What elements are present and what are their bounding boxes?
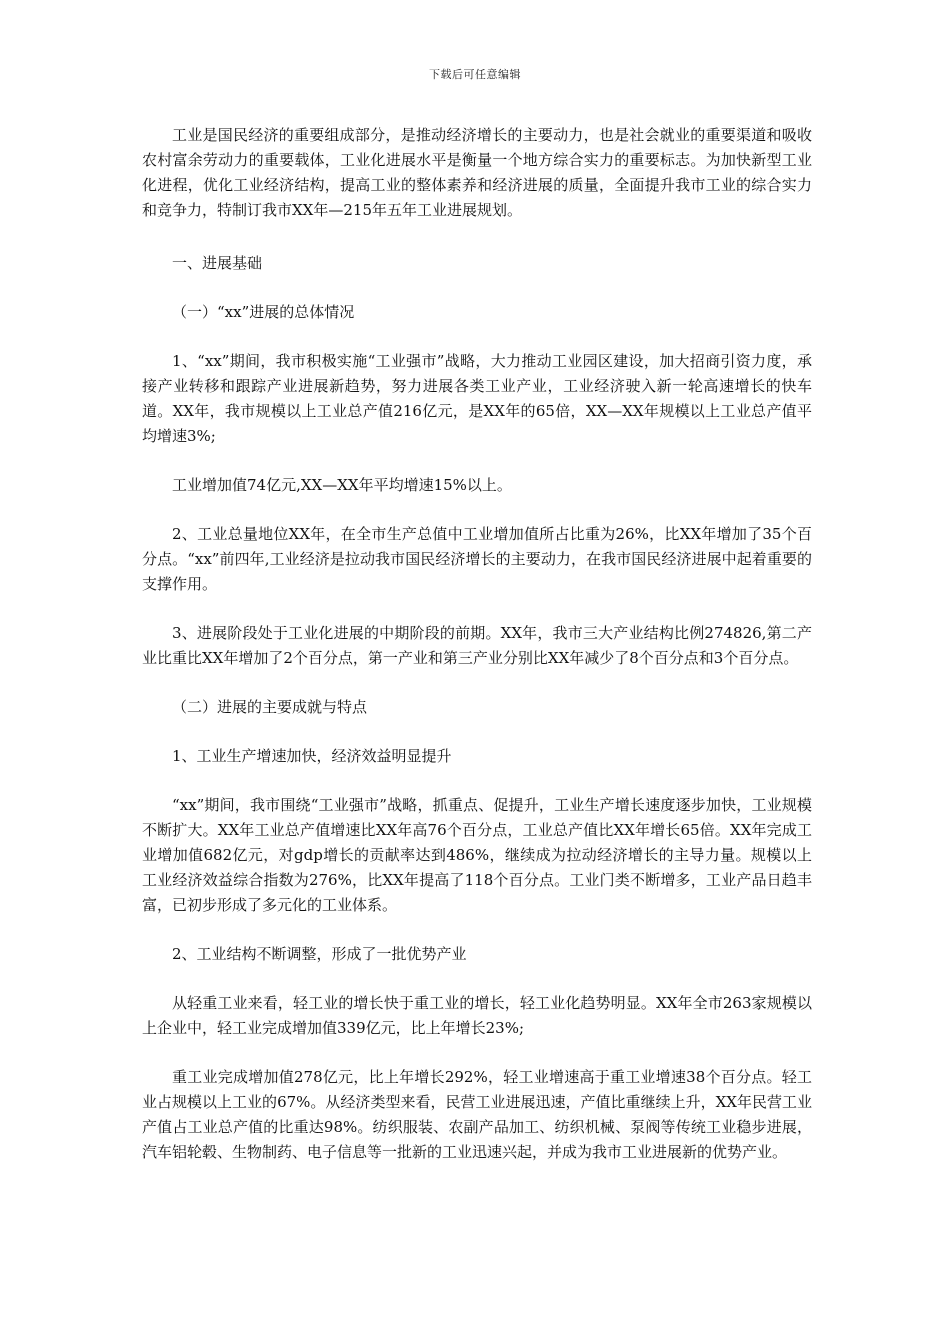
paragraph-growth: “xx”期间，我市围绕“工业强市”战略，抓重点、促提升，工业生产增长速度逐步加快，工业规模不断扩大。XX年工业总产值增速比XX年高76个百分点，工业总产值比XX年增长65倍。XX年完成工业增加值682亿元，对gdp增长的贡献率达到486%，继续成为拉动经济增长的主导力量。规模以上工业经济效益综合指数为276%，比XX年提高了118个百分点。工业门类不断增多，工业产品日趋丰富，已初步形成了多元化的工业体系。 bbox=[142, 796, 812, 914]
point-heading-1: 1、工业生产增速加快，经济效益明显提升 bbox=[172, 747, 452, 765]
document-body bbox=[142, 123, 812, 1165]
paragraph-overview-3: 3、进展阶段处于工业化进展的中期阶段的前期。XX年，我市三大产业结构比例274826,第二产业比重比XX年增加了2个百分点，第一产业和第三产业分别比XX年减少了8个百分点和3个百分点。 bbox=[142, 624, 812, 667]
paragraph-light-industry: 从轻重工业来看，轻工业的增长快于重工业的增长，轻工业化趋势明显。XX年全市263家规模以上企业中，轻工业完成增加值339亿元，比上年增长23%; bbox=[142, 994, 812, 1037]
paragraph-overview-2: 2、工业总量地位XX年，在全市生产总值中工业增加值所占比重为26%，比XX年增加了35个百分点。“xx”前四年,工业经济是拉动我市国民经济增长的主要动力，在我市国民经济进展中起着重要的支撑作用。 bbox=[142, 525, 812, 593]
paragraph-value-added: 工业增加值74亿元,XX—XX年平均增速15%以上。 bbox=[172, 476, 512, 494]
paragraph-heavy-industry: 重工业完成增加值278亿元，比上年增长292%，轻工业增速高于重工业增速38个百分点。轻工业占规模以上工业的67%。从经济类型来看，民营工业进展迅速，产值比重继续上升，XX年民营工业产值占工业总产值的比重达98%。纺织服装、农副产品加工、纺织机械、泵阀等传统工业稳步进展，汽车铝轮毂、生物制药、电子信息等一批新的工业迅速兴起，并成为我市工业进展新的优势产业。 bbox=[142, 1068, 812, 1161]
paragraph-overview-1: 1、“xx”期间，我市积极实施“工业强市”战略，大力推动工业园区建设，加大招商引资力度，承接产业转移和跟踪产业进展新趋势，努力进展各类工业产业，工业经济驶入新一轮高速增长的快车道。XX年，我市规模以上工业总产值216亿元，是XX年的65倍，XX—XX年规模以上工业总产值平均增速3%; bbox=[142, 352, 812, 445]
header-note: 下载后可任意编辑 bbox=[429, 68, 521, 81]
section-heading-1: 一、进展基础 bbox=[172, 254, 263, 272]
subsection-heading-1: （一）“xx”进展的总体情况 bbox=[172, 303, 355, 321]
point-heading-2: 2、工业结构不断调整，形成了一批优势产业 bbox=[172, 945, 467, 963]
paragraph-intro: 工业是国民经济的重要组成部分，是推动经济增长的主要动力，也是社会就业的重要渠道和吸收农村富余劳动力的重要载体，工业化进展水平是衡量一个地方综合实力的重要标志。为加快新型工业化进程，优化工业经济结构，提高工业的整体素养和经济进展的质量，全面提升我市工业的综合实力和竞争力，特制订我市XX年—215年五年工业进展规划。 bbox=[142, 126, 812, 219]
subsection-heading-2: （二）进展的主要成就与特点 bbox=[172, 698, 368, 716]
